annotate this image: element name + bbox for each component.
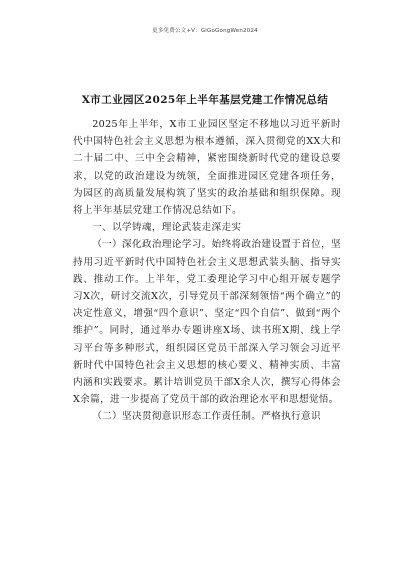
body-paragraph: （一）深化政治理论学习。始终将政治建设置于首位，坚持用习近平新时代中国特色社会主义思想武装头脑、指导实践、推动工作。上半年，党工委理论学习中心组开展专题学习X次，研讨交流X次，引导党员干部深刻领悟“两个确立”的决定性意义，增强“四个意识”、坚定“四个自信”、做到“两个维护”。同时，通过举办专题讲座X场、读书班X期、线上学习平台等多种形式，组织园区党员干部深入学习领会习近平新时代中国特色社会主义思想的核心要义、精神实质、丰富内涵和实践要求。累计培训党员干部X余人次，撰写心得体会X余篇，进一步提高了党员干部的政治理论水平和思想觉悟。 [73, 239, 341, 406]
document-title: X市工业园区2025年上半年基层党建工作情况总结 [81, 94, 329, 106]
document-body [73, 116, 341, 426]
header-note: 更多免费公文+V：GiGoGongWen2024 [152, 28, 258, 34]
body-paragraph: （二）坚决贯彻意识形态工作责任制。严格执行意识 [92, 411, 321, 423]
intro-paragraph: 2025年上半年，X市工业园区坚定不移地以习近平新时代中国特色社会主义思想为根本遵循，深入贯彻党的XX大和二十届二中、三中全会精神，紧密围绕新时代党的建设总要求，以党的政治建设为统领，全面推进园区党建各项任务，为园区的高质量发展构筑了坚实的政治基础和组织保障。现将上半年基层党建工作情况总结如下。 [73, 119, 341, 217]
section-heading: 一、以学铸魂，理论武装走深走实 [92, 222, 242, 234]
